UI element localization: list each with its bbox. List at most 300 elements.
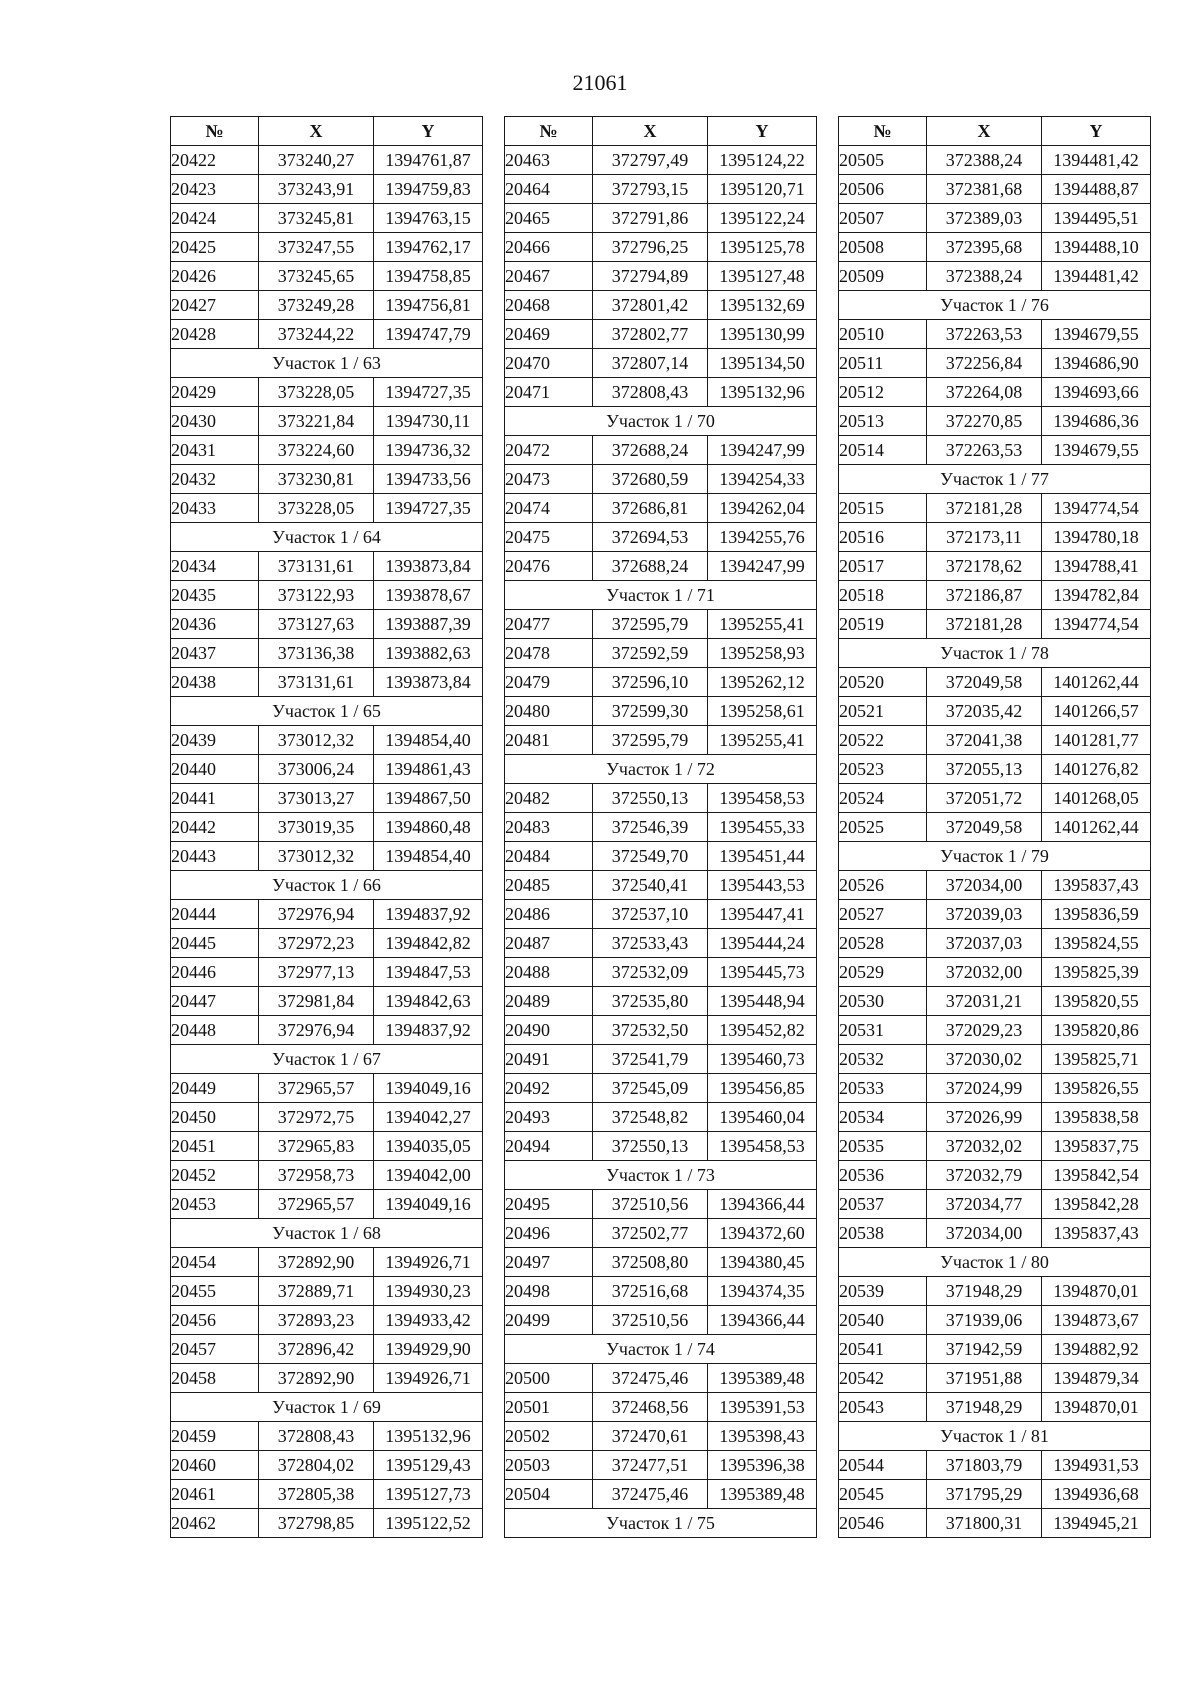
x-coordinate: 373006,24 <box>259 755 374 784</box>
point-number: 20470 <box>505 349 593 378</box>
x-coordinate: 372537,10 <box>593 900 708 929</box>
x-coordinate: 372981,84 <box>259 987 374 1016</box>
x-coordinate: 372470,61 <box>593 1422 708 1451</box>
section-row <box>171 1393 483 1422</box>
x-coordinate: 372801,42 <box>593 291 708 320</box>
x-coordinate: 372550,13 <box>593 784 708 813</box>
point-number: 20491 <box>505 1045 593 1074</box>
table-row <box>171 958 483 987</box>
table-row <box>839 755 1151 784</box>
table-row <box>505 262 817 291</box>
y-coordinate: 1394374,35 <box>708 1277 817 1306</box>
y-coordinate: 1395447,41 <box>708 900 817 929</box>
table-row <box>839 320 1151 349</box>
x-coordinate: 372976,94 <box>259 1016 374 1045</box>
table-row <box>505 320 817 349</box>
table-row <box>505 1190 817 1219</box>
x-coordinate: 373228,05 <box>259 494 374 523</box>
point-number: 20505 <box>839 146 927 175</box>
table-row <box>171 175 483 204</box>
y-coordinate: 1395837,75 <box>1042 1132 1151 1161</box>
table-row <box>171 465 483 494</box>
x-coordinate: 372541,79 <box>593 1045 708 1074</box>
y-coordinate: 1393878,67 <box>374 581 483 610</box>
y-coordinate: 1395460,73 <box>708 1045 817 1074</box>
point-number: 20446 <box>171 958 259 987</box>
table-row <box>505 552 817 581</box>
table-row <box>839 813 1151 842</box>
point-number: 20503 <box>505 1451 593 1480</box>
y-coordinate: 1394788,41 <box>1042 552 1151 581</box>
table-header-row <box>839 117 1151 146</box>
point-number: 20467 <box>505 262 593 291</box>
table-row <box>839 1132 1151 1161</box>
table-row <box>171 1335 483 1364</box>
y-coordinate: 1394035,05 <box>374 1132 483 1161</box>
y-coordinate: 1394247,99 <box>708 552 817 581</box>
table-row <box>839 378 1151 407</box>
table-row <box>839 523 1151 552</box>
table-row <box>171 784 483 813</box>
y-coordinate: 1394870,01 <box>1042 1393 1151 1422</box>
y-coordinate: 1395452,82 <box>708 1016 817 1045</box>
y-coordinate: 1394854,40 <box>374 726 483 755</box>
section-row <box>505 1335 817 1364</box>
y-coordinate: 1394837,92 <box>374 1016 483 1045</box>
x-coordinate: 373019,35 <box>259 813 374 842</box>
table-row <box>171 581 483 610</box>
y-coordinate: 1394481,42 <box>1042 262 1151 291</box>
x-coordinate: 371948,29 <box>927 1277 1042 1306</box>
x-coordinate: 372976,94 <box>259 900 374 929</box>
coordinate-table-middle <box>504 116 817 1538</box>
table-row <box>171 1161 483 1190</box>
x-coordinate: 372791,86 <box>593 204 708 233</box>
section-row <box>171 697 483 726</box>
x-coordinate: 372797,49 <box>593 146 708 175</box>
x-coordinate: 372049,58 <box>927 813 1042 842</box>
table-row <box>839 407 1151 436</box>
point-number: 20517 <box>839 552 927 581</box>
x-coordinate: 373240,27 <box>259 146 374 175</box>
header-y: Y <box>1042 117 1151 146</box>
table-row <box>171 262 483 291</box>
table-row <box>171 726 483 755</box>
table-row <box>171 233 483 262</box>
point-number: 20426 <box>171 262 259 291</box>
point-number: 20449 <box>171 1074 259 1103</box>
y-coordinate: 1394930,23 <box>374 1277 483 1306</box>
table-row <box>505 958 817 987</box>
point-number: 20498 <box>505 1277 593 1306</box>
section-title: Участок 1 / 74 <box>505 1335 817 1364</box>
x-coordinate: 373249,28 <box>259 291 374 320</box>
x-coordinate: 373221,84 <box>259 407 374 436</box>
point-number: 20485 <box>505 871 593 900</box>
x-coordinate: 372805,38 <box>259 1480 374 1509</box>
point-number: 20459 <box>171 1422 259 1451</box>
point-number: 20432 <box>171 465 259 494</box>
section-title: Участок 1 / 67 <box>171 1045 483 1074</box>
table-row <box>171 1364 483 1393</box>
y-coordinate: 1394495,51 <box>1042 204 1151 233</box>
y-coordinate: 1395132,96 <box>374 1422 483 1451</box>
point-number: 20455 <box>171 1277 259 1306</box>
coordinate-table-right <box>838 116 1151 1538</box>
table-row <box>839 929 1151 958</box>
point-number: 20521 <box>839 697 927 726</box>
table-row <box>839 1190 1151 1219</box>
x-coordinate: 372041,38 <box>927 726 1042 755</box>
point-number: 20441 <box>171 784 259 813</box>
y-coordinate: 1394842,63 <box>374 987 483 1016</box>
point-number: 20482 <box>505 784 593 813</box>
table-row <box>839 1103 1151 1132</box>
point-number: 20524 <box>839 784 927 813</box>
point-number: 20525 <box>839 813 927 842</box>
y-coordinate: 1394774,54 <box>1042 494 1151 523</box>
header-number: № <box>839 117 927 146</box>
y-coordinate: 1394842,82 <box>374 929 483 958</box>
x-coordinate: 372808,43 <box>593 378 708 407</box>
x-coordinate: 372381,68 <box>927 175 1042 204</box>
header-x: X <box>259 117 374 146</box>
x-coordinate: 372599,30 <box>593 697 708 726</box>
x-coordinate: 373230,81 <box>259 465 374 494</box>
x-coordinate: 372508,80 <box>593 1248 708 1277</box>
x-coordinate: 372510,56 <box>593 1190 708 1219</box>
y-coordinate: 1395458,53 <box>708 784 817 813</box>
table-header-row <box>171 117 483 146</box>
y-coordinate: 1395389,48 <box>708 1364 817 1393</box>
y-coordinate: 1394860,48 <box>374 813 483 842</box>
point-number: 20515 <box>839 494 927 523</box>
point-number: 20536 <box>839 1161 927 1190</box>
table-row <box>171 1480 483 1509</box>
y-coordinate: 1395120,71 <box>708 175 817 204</box>
x-coordinate: 372173,11 <box>927 523 1042 552</box>
table-row <box>171 610 483 639</box>
table-row <box>839 494 1151 523</box>
point-number: 20533 <box>839 1074 927 1103</box>
y-coordinate: 1395448,94 <box>708 987 817 1016</box>
header-y: Y <box>708 117 817 146</box>
x-coordinate: 372807,14 <box>593 349 708 378</box>
section-row <box>839 291 1151 320</box>
y-coordinate: 1395444,24 <box>708 929 817 958</box>
x-coordinate: 371951,88 <box>927 1364 1042 1393</box>
table-row <box>839 1451 1151 1480</box>
section-row <box>171 1045 483 1074</box>
y-coordinate: 1394882,92 <box>1042 1335 1151 1364</box>
table-row <box>171 668 483 697</box>
point-number: 20465 <box>505 204 593 233</box>
table-row <box>839 987 1151 1016</box>
section-title: Участок 1 / 76 <box>839 291 1151 320</box>
x-coordinate: 372256,84 <box>927 349 1042 378</box>
x-coordinate: 372032,02 <box>927 1132 1042 1161</box>
table-row <box>505 146 817 175</box>
section-title: Участок 1 / 65 <box>171 697 483 726</box>
y-coordinate: 1401281,77 <box>1042 726 1151 755</box>
table-row <box>171 842 483 871</box>
table-row <box>171 1132 483 1161</box>
x-coordinate: 372051,72 <box>927 784 1042 813</box>
x-coordinate: 372181,28 <box>927 610 1042 639</box>
table-row <box>839 668 1151 697</box>
point-number: 20458 <box>171 1364 259 1393</box>
point-number: 20438 <box>171 668 259 697</box>
table-row <box>505 1393 817 1422</box>
y-coordinate: 1395396,38 <box>708 1451 817 1480</box>
y-coordinate: 1394847,53 <box>374 958 483 987</box>
table-row <box>505 842 817 871</box>
point-number: 20483 <box>505 813 593 842</box>
point-number: 20428 <box>171 320 259 349</box>
table-row <box>171 1306 483 1335</box>
table-row <box>839 1393 1151 1422</box>
y-coordinate: 1394759,83 <box>374 175 483 204</box>
y-coordinate: 1395842,28 <box>1042 1190 1151 1219</box>
y-coordinate: 1394870,01 <box>1042 1277 1151 1306</box>
x-coordinate: 372055,13 <box>927 755 1042 784</box>
y-coordinate: 1394366,44 <box>708 1190 817 1219</box>
point-number: 20451 <box>171 1132 259 1161</box>
table-row <box>839 784 1151 813</box>
section-row <box>505 1161 817 1190</box>
table-row <box>505 378 817 407</box>
y-coordinate: 1395460,04 <box>708 1103 817 1132</box>
x-coordinate: 372686,81 <box>593 494 708 523</box>
x-coordinate: 373131,61 <box>259 668 374 697</box>
table-row <box>505 813 817 842</box>
point-number: 20538 <box>839 1219 927 1248</box>
x-coordinate: 372535,80 <box>593 987 708 1016</box>
x-coordinate: 372510,56 <box>593 1306 708 1335</box>
x-coordinate: 373245,65 <box>259 262 374 291</box>
x-coordinate: 373136,38 <box>259 639 374 668</box>
y-coordinate: 1395836,59 <box>1042 900 1151 929</box>
y-coordinate: 1394488,87 <box>1042 175 1151 204</box>
table-row <box>505 291 817 320</box>
point-number: 20481 <box>505 726 593 755</box>
section-title: Участок 1 / 72 <box>505 755 817 784</box>
point-number: 20496 <box>505 1219 593 1248</box>
table-row <box>171 1422 483 1451</box>
point-number: 20422 <box>171 146 259 175</box>
point-number: 20427 <box>171 291 259 320</box>
section-row <box>839 465 1151 494</box>
table-row <box>171 1248 483 1277</box>
point-number: 20532 <box>839 1045 927 1074</box>
x-coordinate: 372030,02 <box>927 1045 1042 1074</box>
table-row <box>171 1509 483 1538</box>
y-coordinate: 1394762,17 <box>374 233 483 262</box>
x-coordinate: 372031,21 <box>927 987 1042 1016</box>
table-row <box>505 929 817 958</box>
table-row <box>171 1074 483 1103</box>
y-coordinate: 1394945,21 <box>1042 1509 1151 1538</box>
header-y: Y <box>374 117 483 146</box>
section-row <box>839 1248 1151 1277</box>
x-coordinate: 372533,43 <box>593 929 708 958</box>
table-row <box>839 1277 1151 1306</box>
x-coordinate: 372389,03 <box>927 204 1042 233</box>
table-row <box>505 639 817 668</box>
x-coordinate: 373012,32 <box>259 842 374 871</box>
y-coordinate: 1394763,15 <box>374 204 483 233</box>
table-row <box>839 552 1151 581</box>
table-row <box>505 610 817 639</box>
x-coordinate: 372793,15 <box>593 175 708 204</box>
table-row <box>839 726 1151 755</box>
y-coordinate: 1394761,87 <box>374 146 483 175</box>
y-coordinate: 1395825,39 <box>1042 958 1151 987</box>
point-number: 20439 <box>171 726 259 755</box>
y-coordinate: 1395124,22 <box>708 146 817 175</box>
x-coordinate: 372802,77 <box>593 320 708 349</box>
table-header-row <box>505 117 817 146</box>
section-row <box>505 1509 817 1538</box>
point-number: 20447 <box>171 987 259 1016</box>
x-coordinate: 372039,03 <box>927 900 1042 929</box>
point-number: 20473 <box>505 465 593 494</box>
table-row <box>505 436 817 465</box>
y-coordinate: 1394837,92 <box>374 900 483 929</box>
section-title: Участок 1 / 70 <box>505 407 817 436</box>
x-coordinate: 372270,85 <box>927 407 1042 436</box>
table-row <box>505 1480 817 1509</box>
x-coordinate: 372972,23 <box>259 929 374 958</box>
header-x: X <box>927 117 1042 146</box>
point-number: 20516 <box>839 523 927 552</box>
table-row <box>505 349 817 378</box>
point-number: 20425 <box>171 233 259 262</box>
point-number: 20507 <box>839 204 927 233</box>
table-row <box>171 1103 483 1132</box>
point-number: 20506 <box>839 175 927 204</box>
y-coordinate: 1394861,43 <box>374 755 483 784</box>
x-coordinate: 372029,23 <box>927 1016 1042 1045</box>
x-coordinate: 372896,42 <box>259 1335 374 1364</box>
x-coordinate: 373224,60 <box>259 436 374 465</box>
y-coordinate: 1394756,81 <box>374 291 483 320</box>
table-row <box>171 494 483 523</box>
y-coordinate: 1394262,04 <box>708 494 817 523</box>
point-number: 20504 <box>505 1480 593 1509</box>
x-coordinate: 371942,59 <box>927 1335 1042 1364</box>
table-row <box>505 1422 817 1451</box>
x-coordinate: 371803,79 <box>927 1451 1042 1480</box>
point-number: 20474 <box>505 494 593 523</box>
table-row <box>171 639 483 668</box>
x-coordinate: 372502,77 <box>593 1219 708 1248</box>
table-row <box>171 320 483 349</box>
y-coordinate: 1395837,43 <box>1042 1219 1151 1248</box>
x-coordinate: 372034,77 <box>927 1190 1042 1219</box>
x-coordinate: 372889,71 <box>259 1277 374 1306</box>
point-number: 20429 <box>171 378 259 407</box>
y-coordinate: 1394049,16 <box>374 1074 483 1103</box>
table-row <box>171 1016 483 1045</box>
point-number: 20543 <box>839 1393 927 1422</box>
point-number: 20468 <box>505 291 593 320</box>
table-row <box>171 929 483 958</box>
y-coordinate: 1395258,93 <box>708 639 817 668</box>
y-coordinate: 1394366,44 <box>708 1306 817 1335</box>
point-number: 20523 <box>839 755 927 784</box>
header-number: № <box>505 117 593 146</box>
x-coordinate: 372024,99 <box>927 1074 1042 1103</box>
x-coordinate: 372532,50 <box>593 1016 708 1045</box>
y-coordinate: 1395255,41 <box>708 726 817 755</box>
x-coordinate: 373243,91 <box>259 175 374 204</box>
y-coordinate: 1395391,53 <box>708 1393 817 1422</box>
section-row <box>171 871 483 900</box>
table-row <box>505 1219 817 1248</box>
table-row <box>839 262 1151 291</box>
table-row <box>839 697 1151 726</box>
x-coordinate: 372680,59 <box>593 465 708 494</box>
x-coordinate: 372034,00 <box>927 871 1042 900</box>
point-number: 20488 <box>505 958 593 987</box>
y-coordinate: 1394747,79 <box>374 320 483 349</box>
point-number: 20466 <box>505 233 593 262</box>
table-row <box>171 900 483 929</box>
section-row <box>839 639 1151 668</box>
point-number: 20480 <box>505 697 593 726</box>
point-number: 20528 <box>839 929 927 958</box>
section-row <box>505 581 817 610</box>
x-coordinate: 372395,68 <box>927 233 1042 262</box>
x-coordinate: 372475,46 <box>593 1480 708 1509</box>
section-title: Участок 1 / 66 <box>171 871 483 900</box>
x-coordinate: 372550,13 <box>593 1132 708 1161</box>
header-x: X <box>593 117 708 146</box>
y-coordinate: 1393887,39 <box>374 610 483 639</box>
y-coordinate: 1395262,12 <box>708 668 817 697</box>
x-coordinate: 372540,41 <box>593 871 708 900</box>
table-row <box>839 349 1151 378</box>
x-coordinate: 372804,02 <box>259 1451 374 1480</box>
section-title: Участок 1 / 71 <box>505 581 817 610</box>
x-coordinate: 372892,90 <box>259 1248 374 1277</box>
point-number: 20539 <box>839 1277 927 1306</box>
y-coordinate: 1401262,44 <box>1042 813 1151 842</box>
point-number: 20479 <box>505 668 593 697</box>
table-row <box>505 523 817 552</box>
y-coordinate: 1395122,52 <box>374 1509 483 1538</box>
point-number: 20464 <box>505 175 593 204</box>
table-row <box>171 378 483 407</box>
section-title: Участок 1 / 73 <box>505 1161 817 1190</box>
table-row <box>171 1277 483 1306</box>
x-coordinate: 372798,85 <box>259 1509 374 1538</box>
point-number: 20529 <box>839 958 927 987</box>
point-number: 20544 <box>839 1451 927 1480</box>
point-number: 20462 <box>171 1509 259 1538</box>
table-row <box>505 784 817 813</box>
table-row <box>171 813 483 842</box>
y-coordinate: 1394758,85 <box>374 262 483 291</box>
y-coordinate: 1394042,00 <box>374 1161 483 1190</box>
section-row <box>505 755 817 784</box>
y-coordinate: 1394686,90 <box>1042 349 1151 378</box>
x-coordinate: 372688,24 <box>593 436 708 465</box>
point-number: 20489 <box>505 987 593 1016</box>
table-row <box>839 233 1151 262</box>
x-coordinate: 373228,05 <box>259 378 374 407</box>
